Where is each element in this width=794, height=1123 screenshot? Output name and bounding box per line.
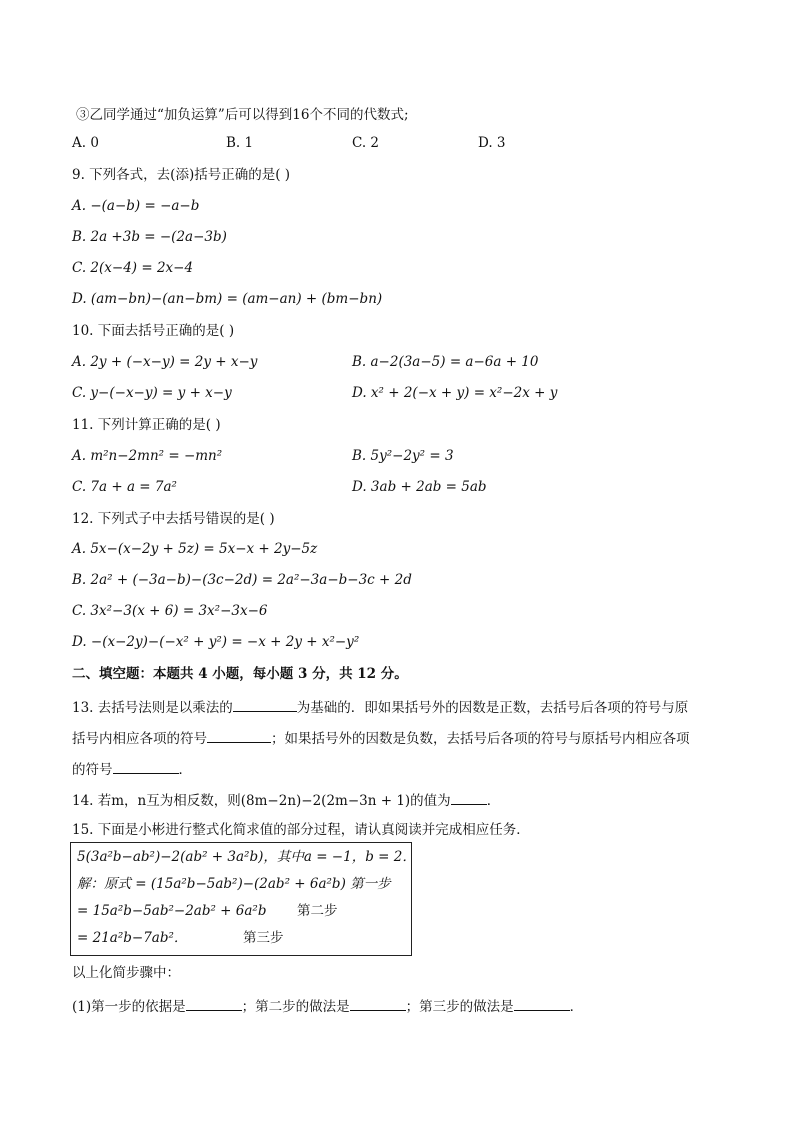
q9-stem: 9. 下列各式，去(添)括号正确的是( ) (72, 167, 291, 183)
q12-option-b: B. 2a² + (−3a−b)−(3c−2d) = 2a²−3a−b−3c + 2d (72, 572, 412, 588)
q10-option-b: B. a−2(3a−5) = a−6a + 10 (352, 354, 539, 370)
q15-stem: 15. 下面是小彬进行整式化简求值的部分过程，请认真阅读并完成相应任务． (72, 822, 530, 838)
section-2-heading: 二、填空题：本题共 4 小题，每小题 3 分，共 12 分。 (72, 666, 408, 682)
q13-blank-2[interactable] (207, 728, 271, 743)
q11-stem: 11. 下列计算正确的是( ) (72, 417, 221, 433)
q9-option-c: C. 2(x−4) = 2x−4 (72, 260, 194, 276)
q8-option-a: A. 0 (72, 135, 99, 151)
q13-text-3: 括号内相应各项的符号 (72, 731, 207, 747)
q13-text-5: 的符号 (72, 762, 113, 778)
q15-task-1-text-d: ． (569, 999, 584, 1015)
q8-option-b: B. 1 (226, 135, 254, 151)
q12-stem: 12. 下列式子中去括号错误的是( ) (72, 511, 275, 527)
q12-option-c: C. 3x²−3(x + 6) = 3x²−3x−6 (72, 603, 268, 619)
q10-option-c: C. y−(−x−y) = y + x−y (72, 385, 232, 401)
q15-solution-box (70, 842, 416, 956)
q15-task-1-text-c: ；第三步的做法是 (405, 999, 514, 1015)
q15-box-row-2: 解：原式 = (15a²b−5ab²)−(2ab² + 6a²b) 第一步 (77, 876, 391, 892)
q15-blank-2[interactable] (350, 996, 406, 1011)
q11-option-d: D. 3ab + 2ab = 5ab (352, 479, 487, 495)
q13-line-3 (72, 759, 192, 779)
q13-text-2: 为基础的．即如果括号外的因数是正数，去括号后各项的符号与原 (296, 700, 689, 716)
q15-box-row-4: = 21a²b−7ab²． (77, 930, 188, 946)
q9-option-d: D. (am−bn)−(an−bm) = (am−an) + (bm−bn) (72, 291, 383, 307)
q15-box-row-4-step: 第三步 (243, 930, 284, 946)
q13-line-2 (72, 728, 690, 748)
q15-box-row-3: = 15a²b−5ab²−2ab² + 6a²b (77, 903, 267, 919)
q14-text-1: 14. 若m，n互为相反数，则(8m−2n)−2(2m−3n + 1)的值为 (72, 793, 451, 809)
q14-line (72, 790, 500, 810)
q13-text-4: ；如果括号外的因数是负数，去括号后各项的符号与原括号内相应各项 (271, 731, 690, 747)
q15-after-text: 以上化简步骤中： (72, 965, 180, 981)
q10-option-a: A. 2y + (−x−y) = 2y + x−y (72, 354, 258, 370)
q10-option-d: D. x² + 2(−x + y) = x²−2x + y (352, 385, 558, 401)
q13-text-1: 13. 去括号法则是以乘法的 (72, 700, 233, 716)
q13-blank-3[interactable] (113, 759, 179, 774)
q15-task-1-text-a: (1)第一步的依据是 (72, 999, 186, 1015)
q15-task-1-text-b: ；第二步的做法是 (241, 999, 350, 1015)
q15-blank-1[interactable] (186, 996, 242, 1011)
q15-box-row-3-step: 第二步 (297, 903, 338, 919)
q12-option-d: D. −(x−2y)−(−x² + y²) = −x + 2y + x²−y² (72, 634, 360, 650)
q8-option-c: C. 2 (352, 135, 380, 151)
q15-task-1 (72, 996, 583, 1016)
q13-line-1 (72, 697, 688, 717)
q13-text-6: ． (178, 762, 192, 778)
q14-text-2: ． (486, 793, 501, 809)
q8-statement-3: ③乙同学通过“加负运算”后可以得到16个不同的代数式; (76, 107, 409, 123)
q11-option-c: C. 7a + a = 7a² (72, 479, 177, 495)
q15-blank-3[interactable] (514, 996, 570, 1011)
q15-box-row-1: 5(3a²b−ab²)−2(ab² + 3a²b)，其中a = −1，b = 2． (77, 849, 416, 865)
q11-option-a: A. m²n−2mn² = −mn² (72, 448, 223, 464)
q12-option-a: A. 5x−(x−2y + 5z) = 5x−x + 2y−5z (72, 541, 318, 557)
q10-stem: 10. 下面去括号正确的是( ) (72, 323, 235, 339)
q8-option-d: D. 3 (478, 135, 506, 151)
q9-option-a: A. −(a−b) = −a−b (72, 198, 200, 214)
q11-option-b: B. 5y²−2y² = 3 (352, 448, 454, 464)
q13-blank-1[interactable] (233, 697, 297, 712)
q9-option-b: B. 2a +3b = −(2a−3b) (72, 229, 227, 245)
q14-blank[interactable] (451, 790, 487, 805)
